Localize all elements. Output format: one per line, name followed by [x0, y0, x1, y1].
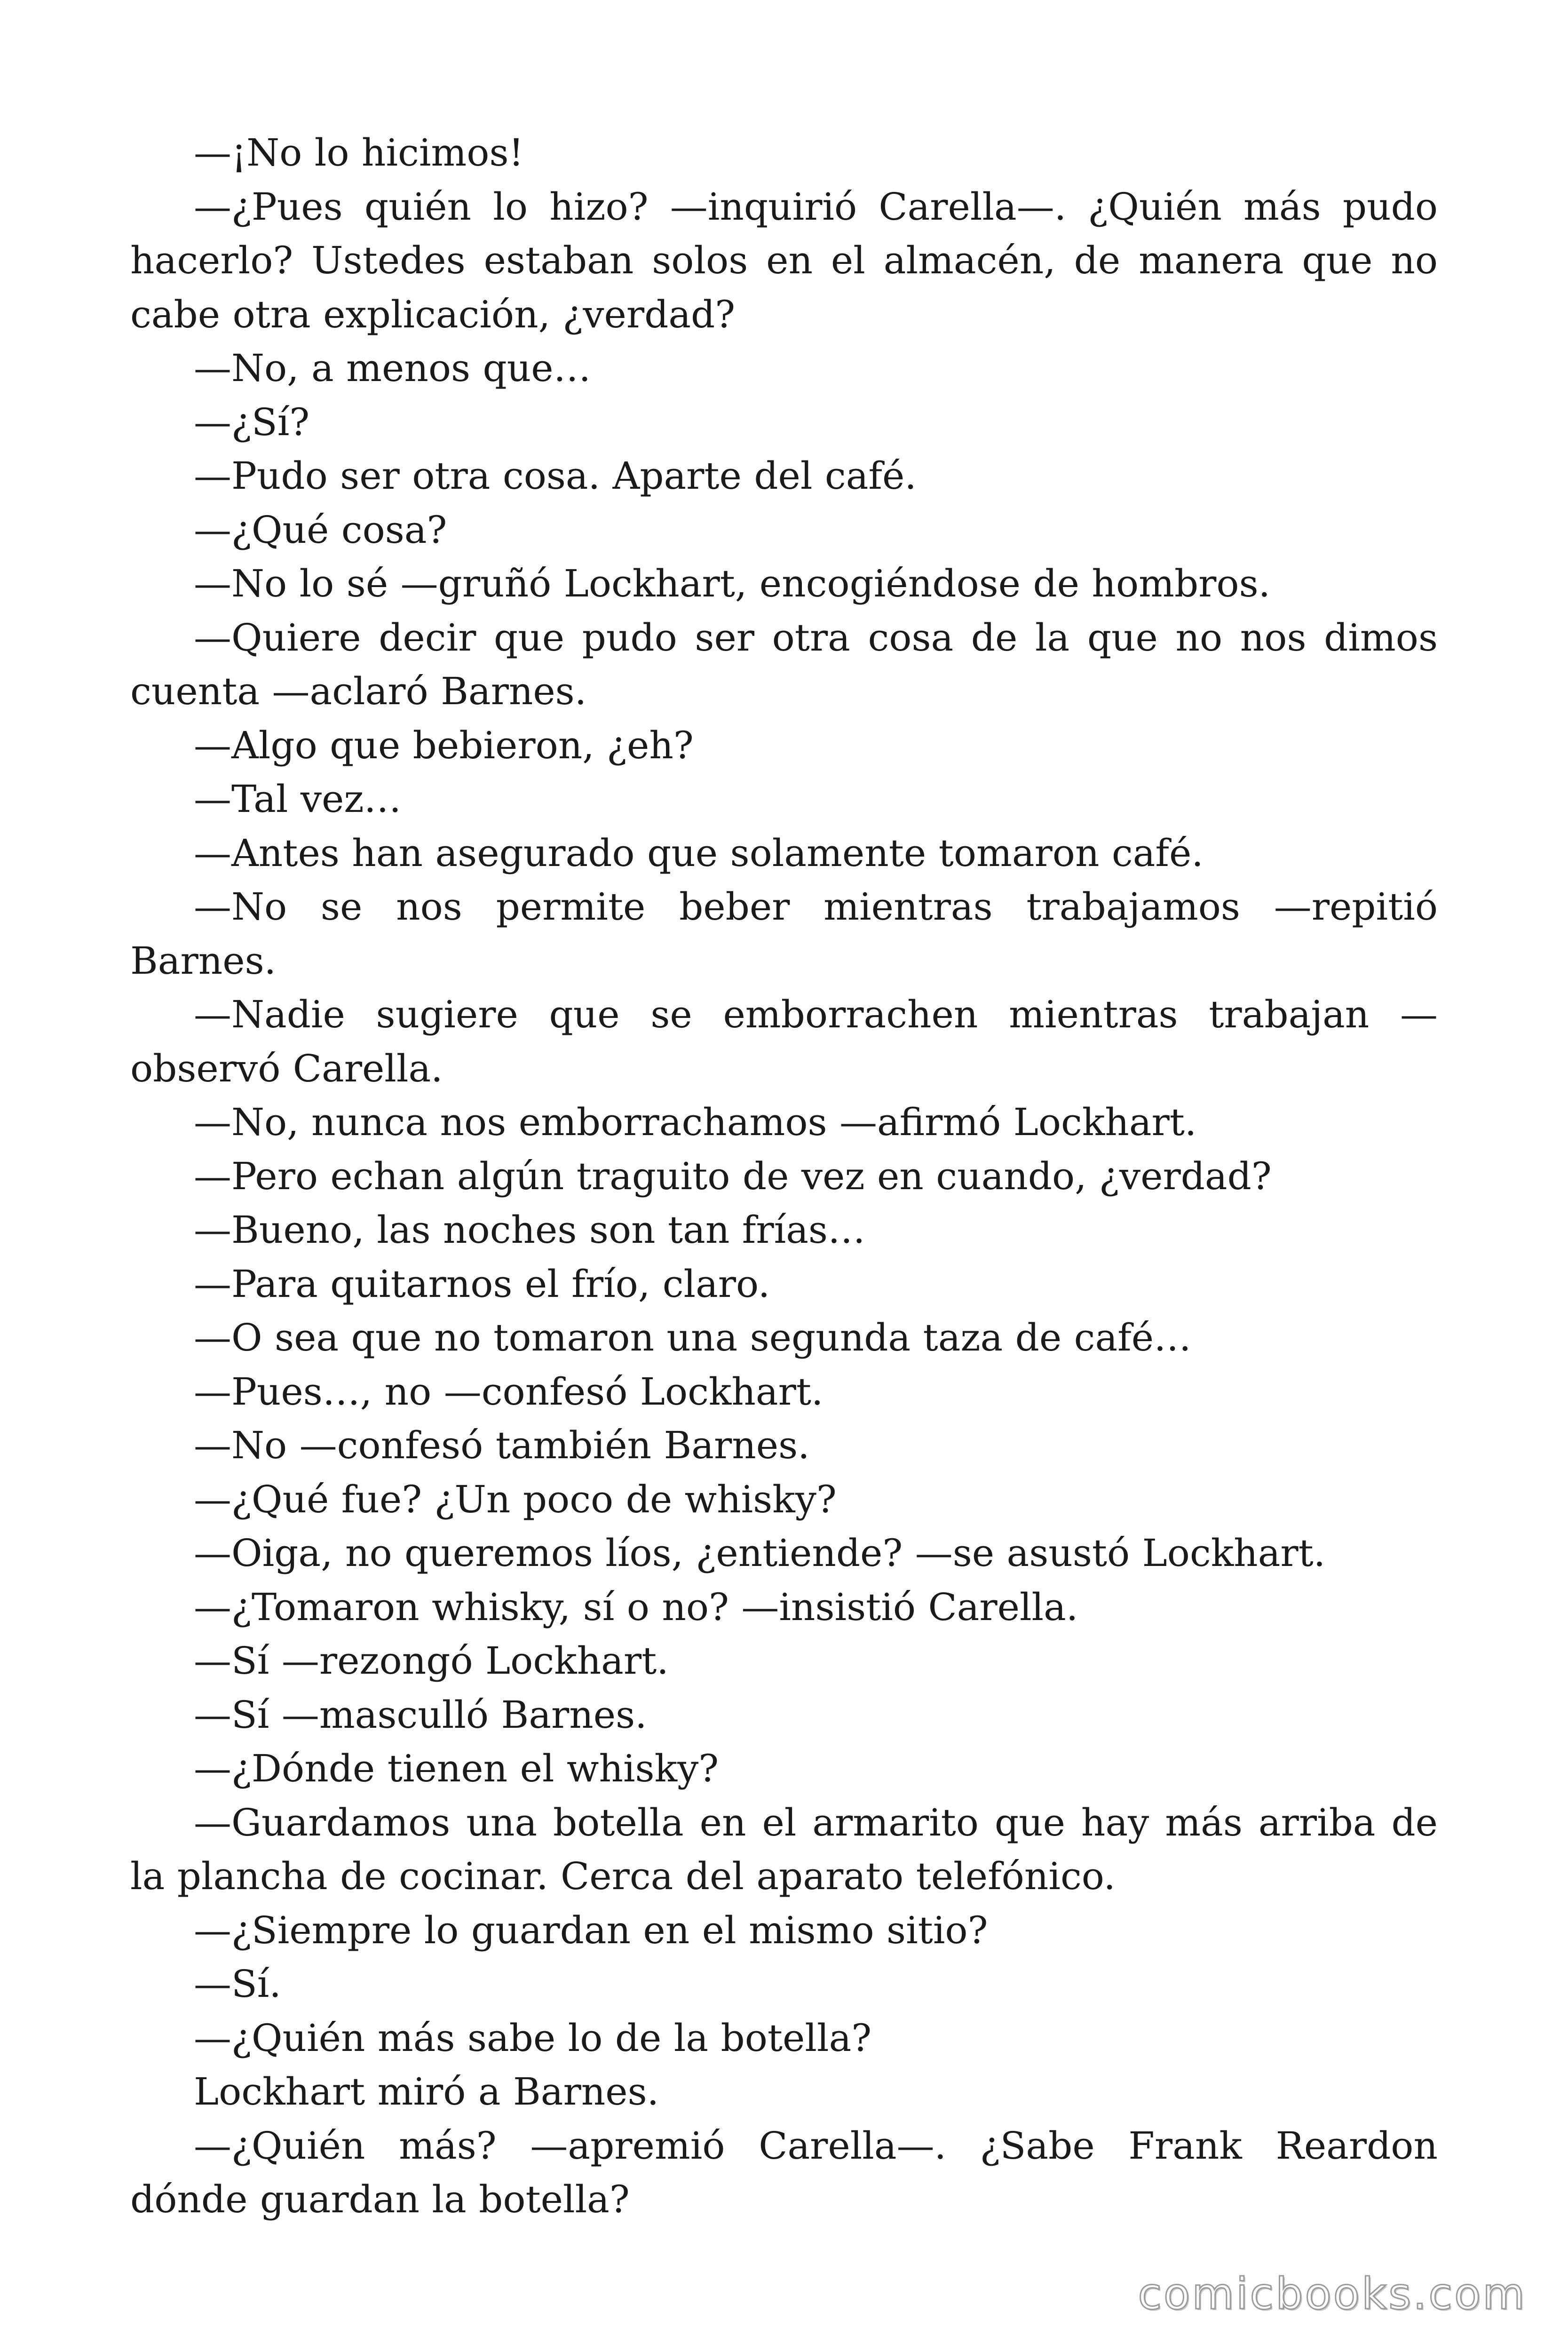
paragraph: —¿Quién más? —apremió Carella—. ¿Sabe Frank Reardon dónde guardan la botella? — [130, 2123, 1438, 2221]
paragraph: —Quiere decir que pudo ser otra cosa de la que no nos dimos cuenta —aclaró Barnes. — [130, 615, 1438, 713]
paragraph: —Pues…, no —confesó Lockhart. — [194, 1369, 824, 1414]
paragraph: —No —confesó también Barnes. — [194, 1423, 810, 1467]
paragraph: —No se nos permite beber mientras trabajamos —repitió Barnes. — [130, 885, 1438, 983]
paragraph: —Bueno, las noches son tan frías… — [194, 1208, 865, 1252]
paragraph: —Pudo ser otra cosa. Aparte del café. — [194, 454, 917, 498]
paragraph: Lockhart miró a Barnes. — [194, 2070, 659, 2114]
paragraph: —¿Dónde tienen el whisky? — [194, 1747, 719, 1790]
paragraph: —Tal vez… — [194, 777, 402, 821]
paragraph: —¡No lo hicimos! — [194, 131, 524, 175]
paragraph: —¿Qué fue? ¿Un poco de whisky? — [194, 1477, 837, 1521]
paragraph: —Oiga, no queremos líos, ¿entiende? —se asustó Lockhart. — [194, 1531, 1326, 1575]
paragraph: —¿Siempre lo guardan en el mismo sitio? — [194, 1908, 988, 1952]
paragraph: —Nadie sugiere que se emborrachen mientras trabajan —observó Carella. — [130, 993, 1438, 1090]
paragraph: —Algo que bebieron, ¿eh? — [194, 723, 694, 767]
page-text — [130, 126, 1438, 2227]
paragraph: —Sí —masculló Barnes. — [194, 1692, 647, 1737]
paragraph: —¿Qué cosa? — [194, 508, 447, 552]
paragraph: —Pero echan algún traguito de vez en cuando, ¿verdad? — [194, 1154, 1272, 1198]
paragraph: —Sí —rezongó Lockhart. — [194, 1639, 669, 1683]
paragraph: —Para quitarnos el frío, claro. — [194, 1262, 770, 1306]
watermark-logo: comicbooks.com — [1138, 2269, 1527, 2319]
paragraph: —No lo sé —gruñó Lockhart, encogiéndose de hombros. — [194, 562, 1271, 605]
paragraph: —¿Quién más sabe lo de la botella? — [194, 2016, 872, 2060]
paragraph: —O sea que no tomaron una segunda taza de café… — [194, 1316, 1192, 1359]
paragraph: —No, nunca nos emborrachamos —afirmó Lockhart. — [194, 1100, 1197, 1144]
paragraph: —¿Tomaron whisky, sí o no? —insistió Carella. — [194, 1585, 1078, 1629]
paragraph: —¿Pues quién lo hizo? —inquirió Carella—. ¿Quién más pudo hacerlo? Ustedes estaban solos en el almacén, de manera que no cabe otra explicación, ¿verdad? — [130, 184, 1438, 336]
paragraph: —Sí. — [194, 1962, 281, 2006]
paragraph: —Guardamos una botella en el armarito que hay más arriba de la plancha de cocinar. Cerca del aparato telefónico. — [130, 1800, 1438, 1898]
paragraph: —No, a menos que… — [194, 346, 591, 390]
paragraph: —¿Sí? — [194, 400, 310, 444]
paragraph: —Antes han asegurado que solamente tomaron café. — [194, 831, 1204, 875]
